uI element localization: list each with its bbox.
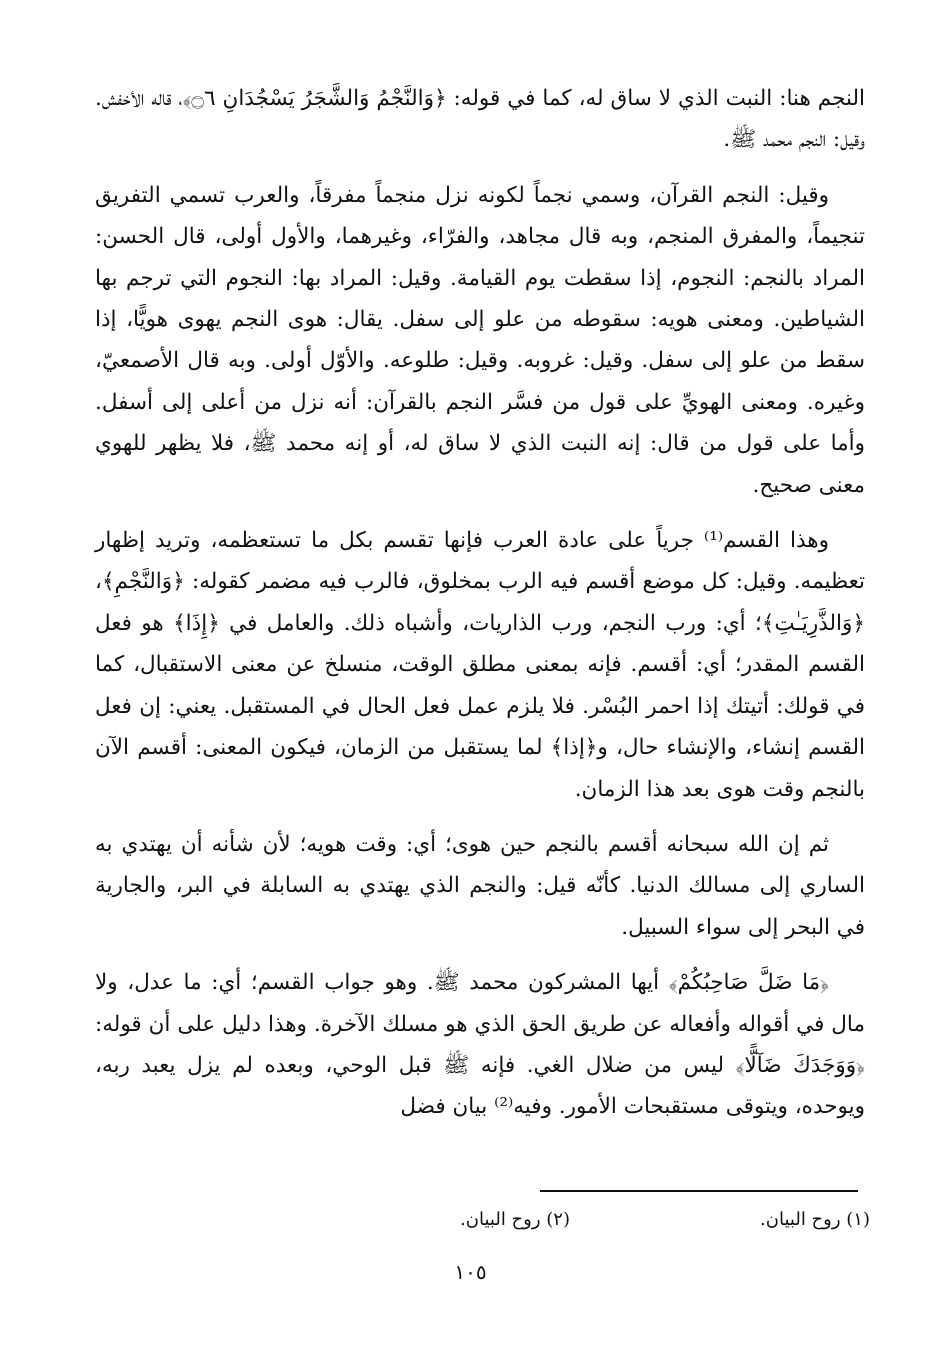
paragraph-2: وقيل: النجم القرآن، وسمي نجماً لكونه نزل منجماً مفرقاً، والعرب تسمي التفريق تنجيماً، والمفرق المنجم، وبه قال مجاهد، والفرّاء، وغيرهما، والأول أولى، قال الحسن: المراد بالنجم: النجوم، إذا سقطت يوم القيامة. وقيل: المراد بها: النجوم التي ترجم بها الشياطين. ومعنى هويه: سقوطه من علو إلى سفل. يقال: هوى النجم يهوى هويًّا، إذا سقط من علو إلى سفل. وقيل: غروبه. وقيل: طلوعه. والأوّل أولى. وبه قال الأصمعيّ، وغيره. ومعنى الهويِّ على قول من فسَّر النجم بالقرآن: أنه نزل من أعلى إلى أسفل. وأما على قول من قال: إنه النبت الذي لا ساق له، أو إنه محمد ﷺ، فلا يظهر للهوي معنى صحيح. bbox=[95, 182, 865, 498]
footnote-separator bbox=[540, 1190, 858, 1192]
paragraph-1: النجم هنا: النبت الذي لا ساق له، كما في قوله: ﴿وَالنَّجْمُ وَالشَّجَرُ يَسْجُدَانِ ۝٦﴾، قاله الأخفش. وقيل: النجم محمد ﷺ. bbox=[95, 86, 865, 153]
footnote-1: (١) روح البيان. bbox=[760, 1209, 870, 1230]
paragraph-3: وهذا القسم⁽¹⁾ جرياً على عادة العرب فإنها تقسم بكل ما تستعظمه، وتريد إظهار تعظيمه. وقيل: كل موضع أقسم فيه الرب بمخلوق، فالرب فيه مضمر كقوله: ﴿وَالنَّجْمِ﴾، ﴿وَالذَّرِيَـٰتِ﴾؛ أي: ورب النجم، ورب الذاريات، وأشباه ذلك. والعامل في ﴿إِذَا﴾ هو فعل القسم المقدر؛ أي: أقسم. فإنه بمعنى مطلق الوقت، منسلخ عن معنى الاستقبال، كما في قولك: أتيتك إذا احمر البُسْر. فلا يلزم عمل فعل الحال في المستقبل. يعني: إن فعل القسم إنشاء، والإنشاء حال، و﴿إذا﴾ لما يستقبل من الزمان، فيكون المعنى: أقسم الآن بالنجم وقت هوى بعد هذا الزمان. bbox=[95, 528, 865, 802]
paragraph-5: ﴿مَا ضَلَّ صَاحِبُكُمْ﴾ أيها المشركون محمد ﷺ. وهو جواب القسم؛ أي: ما عدل، ولا مال في أقواله وأفعاله عن طريق الحق الذي هو مسلك الآخرة. وهذا دليل على أن قوله: ﴿وَوَجَدَكَ ضَآلًّا﴾ ليس من ضلال الغي. فإنه ﷺ قبل الوحي، وبعده لم يزل يعبد ربه، ويوحده، ويتوقى مستقبحات الأمور. وفيه⁽²⁾ بيان فضل bbox=[95, 970, 865, 1120]
footnote-2: (٢) روح البيان. bbox=[460, 1209, 570, 1230]
paragraph-4: ثم إن الله سبحانه أقسم بالنجم حين هوى؛ أي: وقت هويه؛ لأن شأنه أن يهتدي به الساري إلى مسالك الدنيا. كأنّه قيل: والنجم الذي يهتدي به السابلة في البر، والجارية في البحر إلى سواء السبيل. bbox=[95, 831, 865, 940]
page-number: ١٠٥ bbox=[454, 1260, 487, 1284]
page-body bbox=[95, 78, 865, 1128]
footnotes bbox=[300, 1205, 870, 1245]
